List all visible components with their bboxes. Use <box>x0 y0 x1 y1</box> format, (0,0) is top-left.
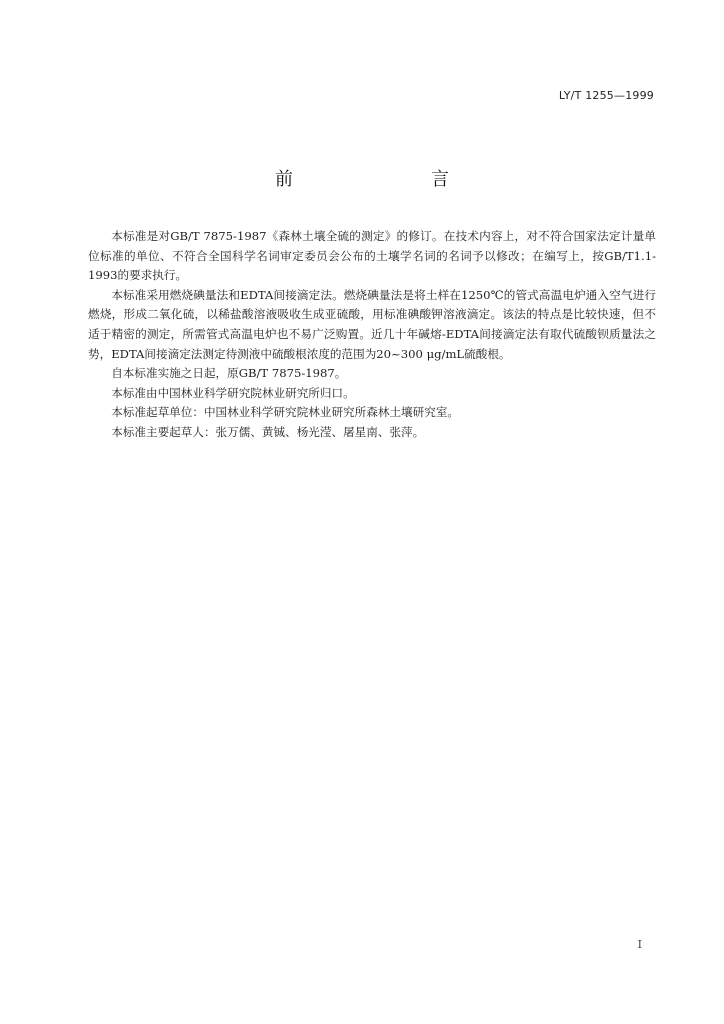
paragraph-drafting-unit: 本标准起草单位：中国林业科学研究院林业研究所森林土壤研究室。 <box>111 405 460 420</box>
paragraph-drafters: 本标准主要起草人：张万儒、黄铖、杨光滢、屠星南、张萍。 <box>111 424 425 439</box>
paragraph-methods: 本标准采用燃烧碘量法和EDTA间接滴定法。燃烧碘量法是将土样在1250℃的管式高温电炉通入空气进行燃烧，形成二氧化硫，以稀盐酸溶液吸收生成亚硫酸，用标准碘酸钾溶液滴定。该法的特点是比较快速，但不适于精密的测定，所需管式高温电炉也不易广泛购置。近几十年碱熔-EDTA间接滴定法有取代硫酸钡质量法之势，EDTA间接滴定法测定待测液中硫酸根浓度的范围为20~300 μg/mL硫酸根。 <box>88 287 656 361</box>
page-number: I <box>637 938 642 951</box>
paragraph-revision-note: 本标准是对GB/T 7875-1987《森林土壤全硫的测定》的修订。在技术内容上，对不符合国家法定计量单位标准的单位、不符合全国科学名词审定委员会公布的土壤学名词的名词予以修改；在编写上，按GB/T1.1-1993的要求执行。 <box>88 229 656 283</box>
paragraph-effective-date: 自本标准实施之日起，原GB/T 7875-1987。 <box>111 366 347 381</box>
page-title: 前 言 <box>275 169 483 190</box>
standard-code: LY/T 1255—1999 <box>558 89 654 102</box>
paragraph-responsible-unit: 本标准由中国林业科学研究院林业研究所归口。 <box>111 385 355 400</box>
foreword-body <box>88 227 656 443</box>
